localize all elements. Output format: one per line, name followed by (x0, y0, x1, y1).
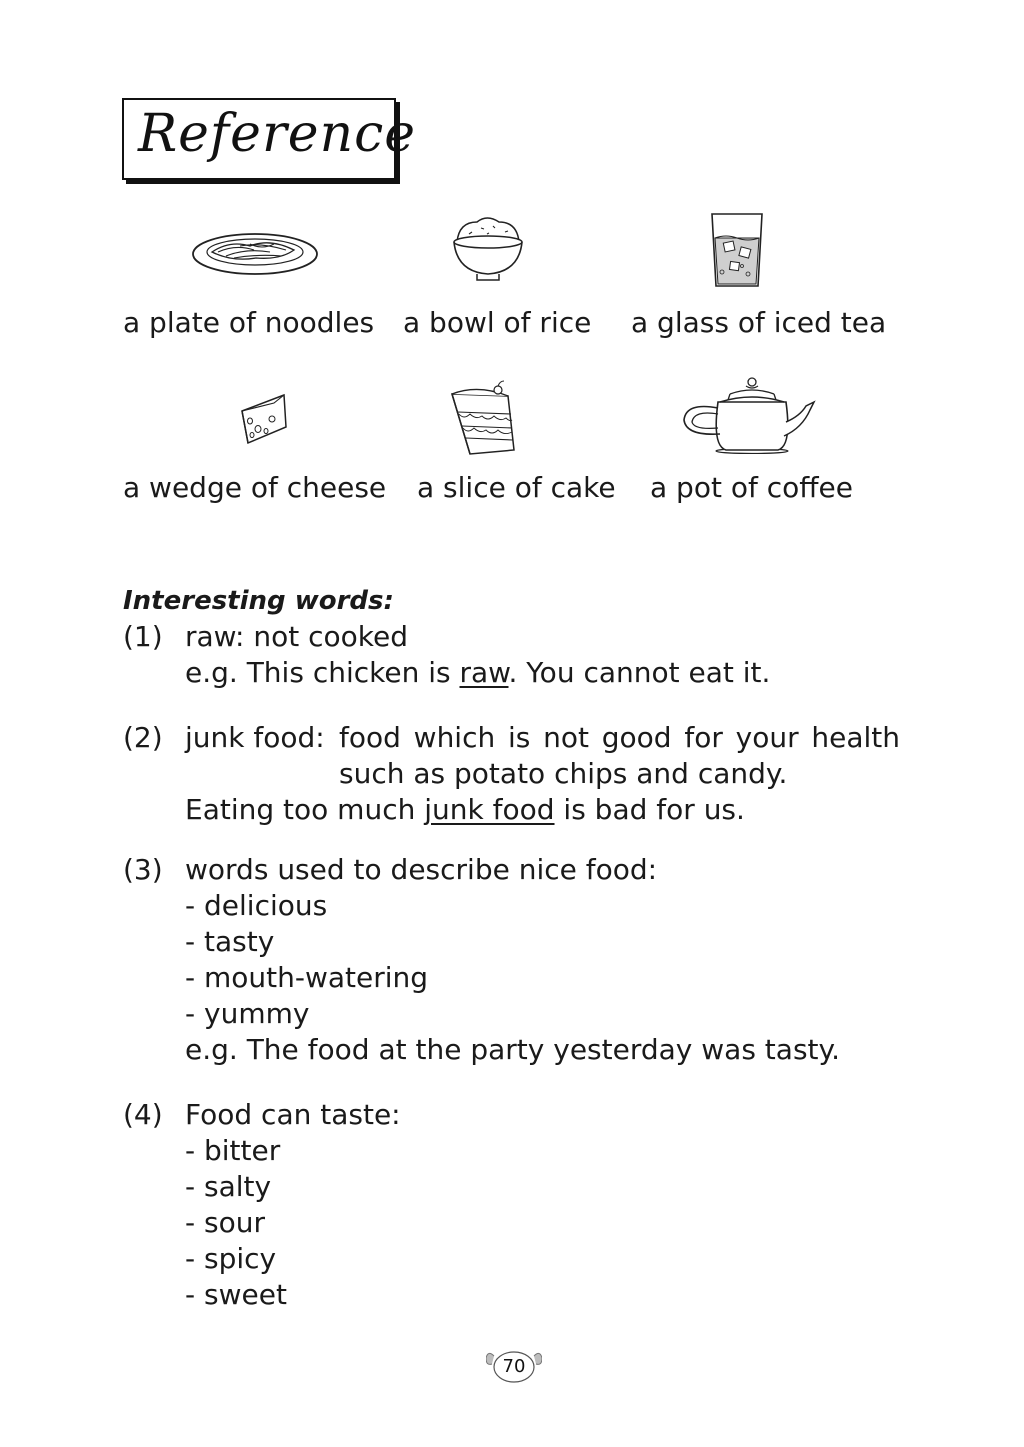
list-item: - sweet (185, 1278, 287, 1311)
item-number-3: (3) (123, 853, 163, 886)
caption-noodles: a plate of noodles (123, 306, 375, 339)
word-junk-food-term: junk food: (185, 721, 325, 754)
list-item: - spicy (185, 1242, 277, 1275)
word-raw-example (185, 656, 770, 689)
word-junk-food-definition-1: food which is not good for your health (339, 721, 900, 754)
coffee-pot-icon (680, 372, 818, 454)
list-item: - tasty (185, 925, 275, 958)
underlined-word: junk food (424, 793, 555, 826)
example-text: is bad for us. (554, 793, 745, 826)
underlined-word: raw (459, 656, 509, 689)
nice-food-intro: words used to describe nice food: (185, 853, 658, 886)
list-item: - yummy (185, 997, 310, 1030)
item-number-1: (1) (123, 620, 163, 653)
page-number-badge (486, 1346, 542, 1384)
word-junk-food-example (185, 793, 745, 826)
interesting-words-heading: Interesting words: (123, 586, 394, 616)
example-text: e.g. This chicken is (185, 656, 460, 689)
caption-coffee: a pot of coffee (650, 471, 853, 504)
item-number-4: (4) (123, 1098, 163, 1131)
taste-intro: Food can taste: (185, 1098, 401, 1131)
cheese-wedge-icon (238, 393, 292, 445)
page-number: 70 (502, 1356, 526, 1377)
noodles-plate-icon (190, 228, 320, 278)
iced-tea-glass-icon (708, 210, 766, 290)
word-raw-definition: raw: not cooked (185, 620, 409, 653)
list-item: - delicious (185, 889, 328, 922)
nice-food-example: e.g. The food at the party yesterday was tasty. (185, 1033, 840, 1066)
caption-cake: a slice of cake (417, 471, 616, 504)
title-box (122, 98, 416, 180)
list-item: - bitter (185, 1134, 281, 1167)
caption-rice: a bowl of rice (403, 306, 592, 339)
caption-cheese: a wedge of cheese (123, 471, 387, 504)
cake-slice-icon (448, 380, 522, 456)
item-number-2: (2) (123, 721, 163, 754)
word-junk-food-definition-2: such as potato chips and candy. (339, 757, 788, 790)
page-title: Reference (138, 104, 416, 164)
caption-iced-tea: a glass of iced tea (631, 306, 887, 339)
example-text: Eating too much (185, 793, 425, 826)
list-item: - mouth-watering (185, 961, 429, 994)
list-item: - sour (185, 1206, 265, 1239)
example-text: . You cannot eat it. (508, 656, 771, 689)
rice-bowl-icon (447, 212, 529, 284)
list-item: - salty (185, 1170, 272, 1203)
